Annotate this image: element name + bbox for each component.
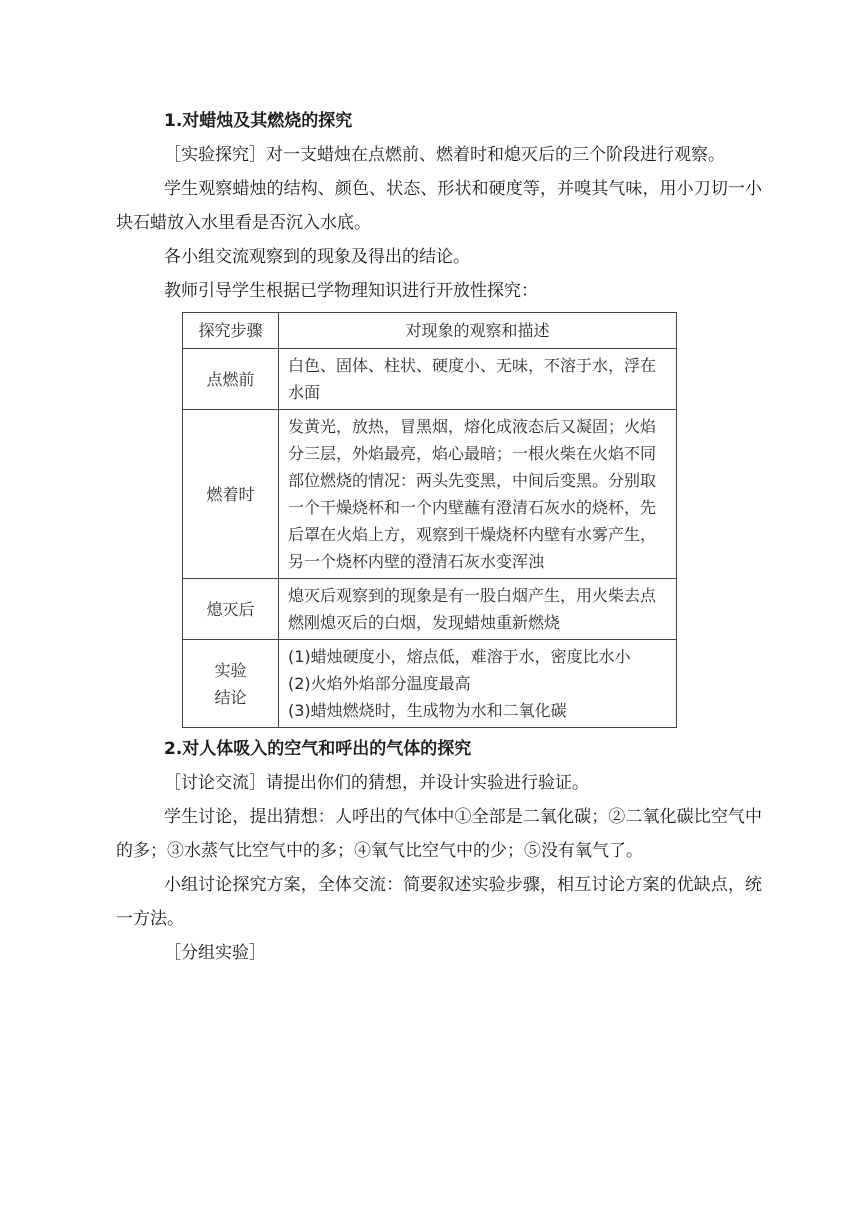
table-cell-description: 发黄光，放热，冒黑烟，熔化成液态后又凝固；火焰分三层，外焰最亮，焰心最暗；一根火柴在火焰不同部位燃烧的情况：两头先变黑，中间后变黑。分别取一个干燥烧杯和一个内壁蘸有澄清石灰水的烧杯，先后罩在火焰上方，观察到干燥烧杯内壁有水雾产生，另一个烧杯内壁的澄清石灰水变浑浊	[279, 410, 677, 579]
paragraph: 各小组交流观察到的现象及得出的结论。	[164, 247, 470, 267]
paragraph: 学生讨论，提出猜想：人呼出的气体中①全部是二氧化碳；②二氧化碳比空气中的多；③水蒸气比空气中的多；④氧气比空气中的少；⑤没有氧气了。	[116, 807, 762, 861]
section-breath	[116, 732, 762, 970]
paragraph: ［实验探究］对一支蜡烛在点燃前、燃着时和熄灭后的三个阶段进行观察。	[164, 145, 725, 165]
table-row-conclusion	[183, 640, 677, 728]
conclusion-line: (2)火焰外焰部分温度最高	[288, 674, 471, 693]
table-header-description: 对现象的观察和描述	[279, 313, 677, 349]
table-cell-description	[279, 640, 677, 728]
section-heading-breath: 2.对人体吸入的空气和呼出的气体的探究	[164, 739, 472, 759]
document-page	[116, 104, 762, 970]
table-cell-step: 点燃前	[183, 349, 279, 410]
table-cell-description: 白色、固体、柱状、硬度小、无味，不溶于水，浮在水面	[279, 349, 677, 410]
paragraph: ［分组实验］	[164, 943, 266, 963]
section-heading-candle: 1.对蜡烛及其燃烧的探究	[164, 111, 353, 131]
table-cell-step: 燃着时	[183, 410, 279, 579]
section-candle	[116, 104, 762, 308]
table-header-row	[183, 313, 677, 349]
table-row	[183, 579, 677, 640]
table-cell-step: 熄灭后	[183, 579, 279, 640]
paragraph: 学生观察蜡烛的结构、颜色、状态、形状和硬度等，并嗅其气味，用小刀切一小块石蜡放入水里看是否沉入水底。	[116, 179, 762, 233]
table-cell-description: 熄灭后观察到的现象是有一股白烟产生，用火柴去点燃刚熄灭后的白烟，发现蜡烛重新燃烧	[279, 579, 677, 640]
conclusion-line: (3)蜡烛燃烧时，生成物为水和二氧化碳	[288, 701, 567, 720]
conclusion-step-line: 结论	[214, 687, 247, 707]
conclusion-line: (1)蜡烛硬度小，熔点低，难溶于水，密度比水小	[288, 647, 631, 666]
paragraph: ［讨论交流］请提出你们的猜想，并设计实验进行验证。	[164, 773, 589, 793]
table-row	[183, 349, 677, 410]
table-header-step: 探究步骤	[183, 313, 279, 349]
observation-table	[182, 312, 677, 728]
table-row	[183, 410, 677, 579]
table-cell-step	[183, 640, 279, 728]
paragraph: 教师引导学生根据已学物理知识进行开放性探究：	[164, 281, 538, 301]
conclusion-step-line: 实验	[214, 660, 247, 680]
paragraph: 小组讨论探究方案，全体交流：简要叙述实验步骤，相互讨论方案的优缺点，统一方法。	[116, 875, 762, 929]
